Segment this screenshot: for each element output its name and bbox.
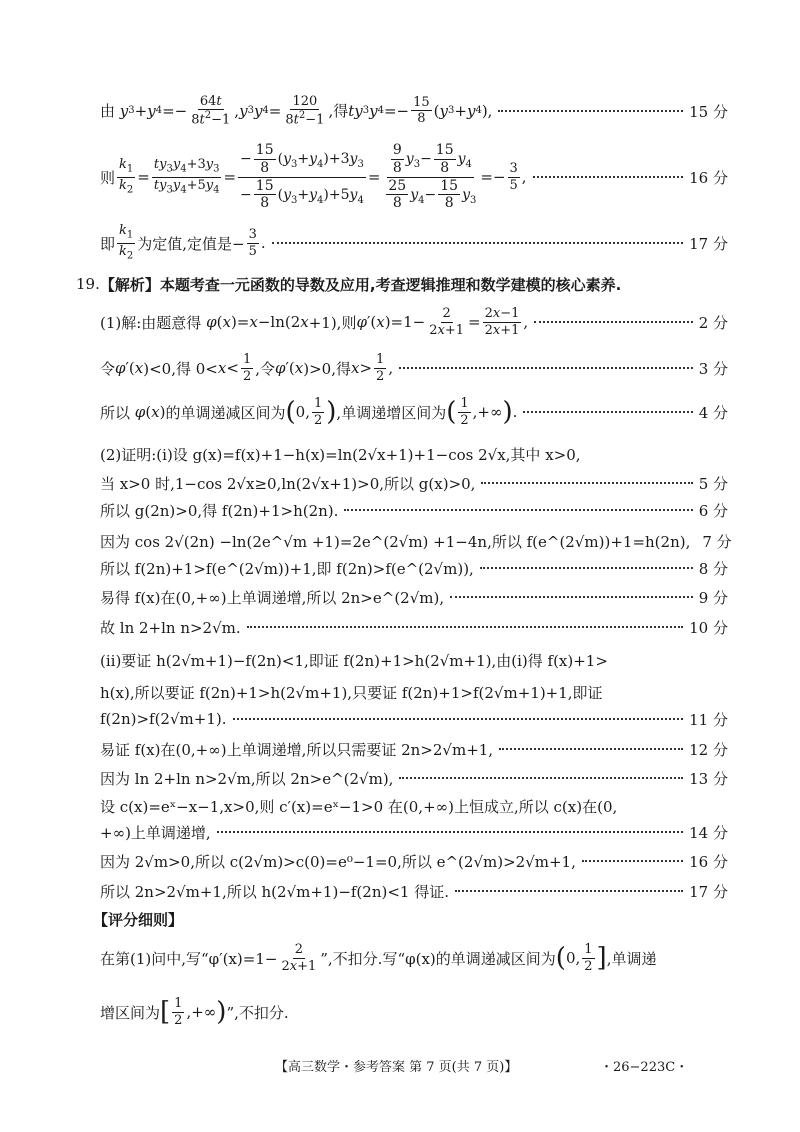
score: 2 分 [698, 313, 728, 332]
score: 6 分 [698, 501, 728, 520]
proof-text: 当 x>0 时,1−cos 2√x≥0,ln(2√x+1)>0,所以 g(x)>0, [100, 474, 476, 493]
question-19-heading [76, 270, 728, 298]
dotted-leader [217, 831, 683, 833]
score: 11 分 [689, 710, 728, 729]
score: 17 分 [689, 882, 728, 901]
solution-line-14 [100, 817, 728, 847]
dotted-leader [498, 110, 683, 112]
score: 14 分 [689, 823, 728, 842]
proof-line: (2)证明:(ⅰ)设 g(x)=f(x)+1−h(x)=ln(2√x+1)+1−cos 2√x,其中 x>0, [100, 445, 581, 464]
dotted-leader [455, 890, 683, 892]
proof-text: 所以 g(2n)>0,得 f(2n)+1>h(2n). [100, 501, 339, 520]
formula: 即 $\frac{k_1}{k_2}$ 为定值,定值是− $\frac{3}{5}$ . [100, 223, 266, 262]
proof-text: 易得 f(x)在(0,+∞)上单调递增,所以 2n>e^(2√m), [100, 588, 445, 607]
score: 13 分 [689, 769, 728, 788]
dotted-leader [582, 860, 683, 862]
dotted-leader [534, 321, 692, 323]
footer-title: 【高三数学・参考答案 第 7 页(共 7 页)】 [275, 1060, 518, 1075]
analysis-tag: 【解析】 [99, 275, 160, 294]
solution-line-2 [100, 302, 728, 342]
solution-line-16 [100, 140, 728, 214]
rubric-line-2: 增区间为 [ $\frac{1}{2}$ ,+∞ ) ”,不扣分. [100, 995, 289, 1028]
solution-line-17 [100, 224, 728, 262]
solution-line-3 [100, 348, 728, 388]
dotted-leader [399, 777, 683, 779]
question-number: 19. [76, 275, 100, 293]
dotted-leader [399, 367, 693, 369]
proof-text: f(2n)>f(2√m+1). [100, 710, 227, 728]
score: 3 分 [698, 359, 728, 378]
solution-line-9 [100, 582, 728, 612]
dotted-leader [481, 482, 692, 484]
formula: 则 $\frac{k_1}{k_2}$ = $\frac{ty_3y_4+3y_3}{ty_3y_4+5y_4}$ = − $\frac{15}{8}$ $(y_3+y_4)+3y_3$ − $\frac{15}{8}$ $(y_3+y_4)+5y_4$ = $\frac{9}{8}$ $y_3-$ $\frac{15}{8}$ $y_4$ $\frac{25}{8}$ $y_4-$ $\frac{15}{8}$ $y_3$ =− $\frac{3}{5}$ , [100, 142, 527, 212]
proof-text: +∞)上单调递增, [100, 823, 211, 842]
proof-text: 易证 f(x)在(0,+∞)上单调递增,所以只需要证 2n>2√m+1, [100, 740, 494, 759]
solution-line-15 [100, 92, 728, 130]
proof-text: 所以 f(2n)+1>f(e^(2√m))+1,即 f(2n)>f(e^(2√m)), [100, 559, 474, 578]
solution-line-10 [100, 612, 728, 642]
formula: (1)解:由题意得 φ ( x )= x −ln(2 x +1),则 φ ′( x )=1− $\frac{2}{2x+1}$ = $\frac{2x-1}{2x+1}$ , [100, 305, 529, 338]
score: 15 分 [689, 102, 728, 121]
dotted-leader [533, 176, 684, 178]
score: 9 分 [698, 588, 728, 607]
dotted-leader [344, 509, 692, 511]
score: 5 分 [698, 474, 728, 493]
solution-line-5 [100, 468, 728, 498]
heading-text: 本题考查一元函数的导数及应用,考查逻辑推理和数学建模的核心素养. [159, 275, 622, 294]
proof-text: 因为 cos 2√(2n) −ln(2e^√m +1)=2e^(2√m) +1−4n,所以 f(e^(2√m))+1=h(2n), [100, 532, 691, 551]
page-footer [0, 1053, 800, 1077]
proof-text: 所以 2n>2√m+1,所以 h(2√m+1)−f(2n)<1 得证. [100, 882, 449, 901]
solution-line-8 [100, 553, 728, 583]
solution-line-17b [100, 876, 728, 906]
score: 16 分 [689, 168, 728, 187]
proof-line: 设 c(x)=eˣ−x−1,x>0,则 c′(x)=eˣ−1>0 在(0,+∞)上恒成立,所以 c(x)在(0, [100, 797, 618, 816]
score: 12 分 [689, 740, 728, 759]
solution-line-13 [100, 763, 728, 793]
solution-line-7 [100, 526, 732, 556]
dotted-leader [480, 567, 693, 569]
proof-text: 故 ln 2+ln n>2√m. [100, 618, 241, 637]
dotted-leader [499, 748, 683, 750]
proof-line: (ⅱ)要证 h(2√m+1)−f(2n)<1,即证 f(2n)+1>h(2√m+1),由(ⅰ)得 f(x)+1> [100, 651, 608, 670]
rubric-title: 【评分细则】 [93, 910, 184, 929]
proof-text: 因为 2√m>0,所以 c(2√m)>c(0)=e⁰−1=0,所以 e^(2√m)>2√m+1, [100, 852, 576, 871]
solution-line-6 [100, 495, 728, 525]
score: 8 分 [698, 559, 728, 578]
solution-line-12 [100, 734, 728, 764]
formula: 由 y 3 + y 4 =− $\frac{64t}{8t^2-1}$ , y 3 y 4 = $\frac{120}{8t^2-1}$ ,得 t y 3 y 4 =− $\frac{15}{8}$ ( y 3 + y 4 ), [100, 93, 493, 128]
score: 7 分 [702, 532, 732, 551]
formula: 令 φ ′( x )<0,得 0< x < $\frac{1}{2}$ ,令 φ ′( x )>0,得 x > $\frac{1}{2}$ , [100, 351, 394, 384]
solution-line-16b [100, 846, 728, 876]
dotted-leader [272, 242, 683, 244]
footer-code: ・26−223C・ [600, 1060, 689, 1075]
score: 17 分 [689, 234, 728, 253]
score: 4 分 [698, 403, 728, 422]
proof-line: h(x),所以要证 f(2n)+1>h(2√m+1),只要证 f(2n)+1>f(2√m+1)+1,即证 [100, 683, 603, 702]
dotted-leader [523, 411, 692, 413]
proof-text: 因为 ln 2+ln n>2√m,所以 2n>e^(2√m), [100, 769, 394, 788]
dotted-leader [450, 596, 693, 598]
score: 10 分 [689, 618, 728, 637]
dotted-leader [247, 626, 683, 628]
solution-line-11 [100, 704, 728, 734]
solution-line-4 [100, 392, 728, 432]
score: 16 分 [689, 852, 728, 871]
rubric-line-1: 在第(1)问中,写“φ′(x)=1− $\frac{2}{2x+1}$ ”,不扣分.写“φ(x)的单调递减区间为 ( 0, $\frac{1}{2}$ ] ,单调递 [100, 941, 657, 974]
dotted-leader [233, 718, 684, 720]
formula: 所以 φ ( x ) 的单调递减区间为 ( 0, $\frac{1}{2}$ ) ,单调递增区间为 ( $\frac{1}{2}$ ,+∞ ) . [100, 395, 518, 428]
